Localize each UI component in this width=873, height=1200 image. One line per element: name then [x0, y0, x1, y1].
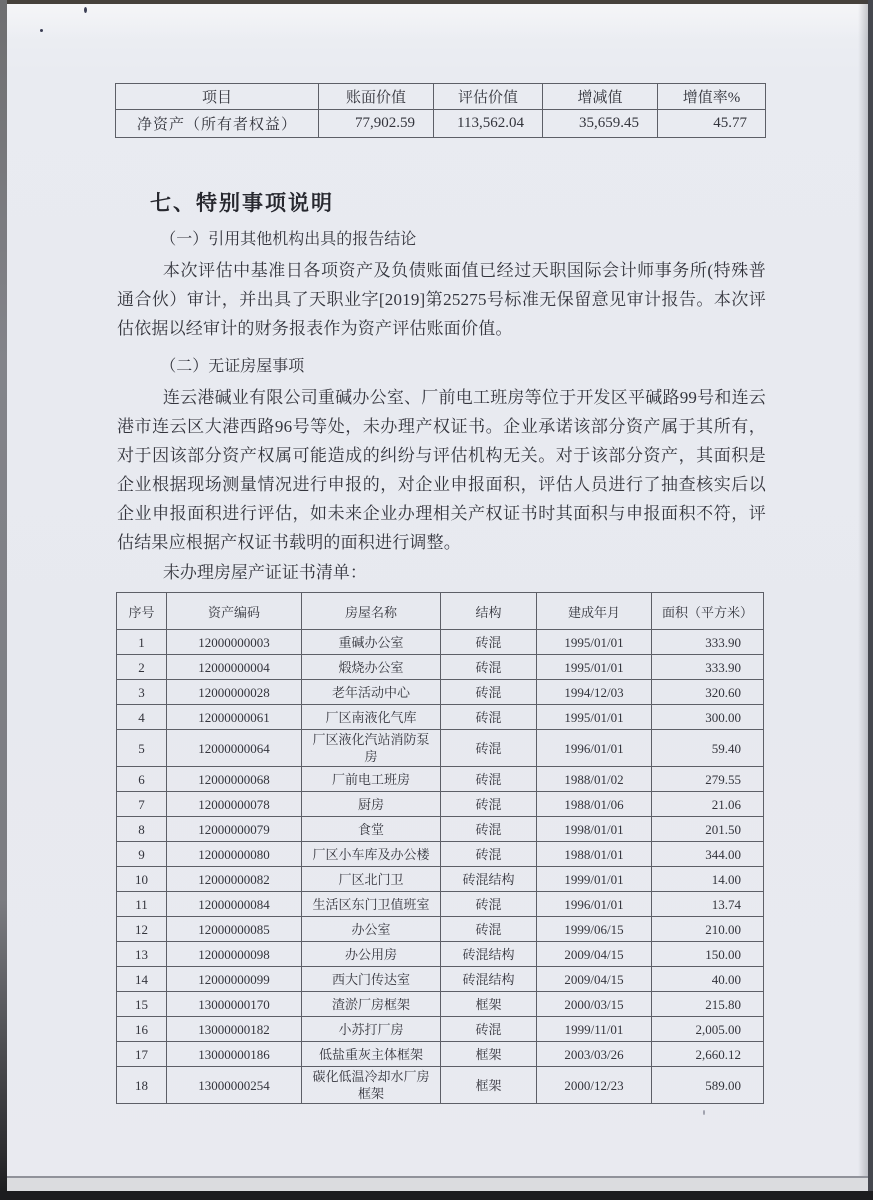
table-cell: 333.90	[652, 655, 764, 680]
page-content	[117, 0, 766, 1104]
summary-header-row	[116, 84, 766, 110]
table-row	[117, 792, 764, 817]
header-cell: 资产编码	[167, 593, 302, 630]
table-cell: 8	[117, 817, 167, 842]
table-cell: 小苏打厂房	[302, 1017, 441, 1042]
table-cell: 厂区南液化气库	[302, 705, 441, 730]
ink-speck	[703, 1110, 705, 1115]
table-cell: 砖混	[441, 767, 537, 792]
table-cell: 2,660.12	[652, 1042, 764, 1067]
table-cell: 13000000182	[167, 1017, 302, 1042]
table-cell: 9	[117, 842, 167, 867]
subsection-1-title: （一）引用其他机构出具的报告结论	[160, 231, 417, 248]
table-row	[117, 730, 764, 767]
scan-top-highlight	[7, 4, 868, 38]
table-cell: 59.40	[652, 730, 764, 767]
table-cell: 渣淤厂房框架	[302, 992, 441, 1017]
table-cell: 12000000084	[167, 892, 302, 917]
table-cell: 15	[117, 992, 167, 1017]
table-cell: 1988/01/06	[537, 792, 652, 817]
table-cell: 2	[117, 655, 167, 680]
table-cell: 2000/12/23	[537, 1067, 652, 1104]
table-cell: 净资产（所有者权益）	[116, 110, 319, 138]
scan-edge-left	[0, 0, 7, 1200]
table-cell: 12000000085	[167, 917, 302, 942]
table-cell: 砖混	[441, 917, 537, 942]
table-cell: 6	[117, 767, 167, 792]
table-cell: 13000000186	[167, 1042, 302, 1067]
header-cell: 房屋名称	[302, 593, 441, 630]
table-cell: 西大门传达室	[302, 967, 441, 992]
ink-speck	[40, 29, 43, 32]
table-cell: 215.80	[652, 992, 764, 1017]
table-cell: 1995/01/01	[537, 705, 652, 730]
table-cell: 12000000003	[167, 630, 302, 655]
header-cell: 序号	[117, 593, 167, 630]
table-cell: 办公用房	[302, 942, 441, 967]
table-cell: 14	[117, 967, 167, 992]
table-cell: 1996/01/01	[537, 730, 652, 767]
table-cell: 12000000082	[167, 867, 302, 892]
table-cell: 砖混	[441, 892, 537, 917]
table-cell: 厨房	[302, 792, 441, 817]
table-cell: 2000/03/15	[537, 992, 652, 1017]
table-cell: 2009/04/15	[537, 967, 652, 992]
table-cell: 老年活动中心	[302, 680, 441, 705]
table-row	[117, 817, 764, 842]
table-row	[117, 630, 764, 655]
table-cell: 2,005.00	[652, 1017, 764, 1042]
table-cell: 12000000004	[167, 655, 302, 680]
table-cell: 1994/12/03	[537, 680, 652, 705]
table-cell: 砖混	[441, 1017, 537, 1042]
table-cell: 厂前电工班房	[302, 767, 441, 792]
table-cell: 13.74	[652, 892, 764, 917]
table-row	[117, 705, 764, 730]
table-cell: 煅烧办公室	[302, 655, 441, 680]
table-cell: 18	[117, 1067, 167, 1104]
table-row	[117, 992, 764, 1017]
table-cell: 厂区北门卫	[302, 867, 441, 892]
table-row	[117, 1042, 764, 1067]
table-cell: 2003/03/26	[537, 1042, 652, 1067]
table-cell: 279.55	[652, 767, 764, 792]
table-cell: 砖混	[441, 730, 537, 767]
table-cell: 12	[117, 917, 167, 942]
scan-bottom-band	[7, 1178, 868, 1191]
table-row	[117, 942, 764, 967]
table-cell: 砖混	[441, 817, 537, 842]
table-cell: 框架	[441, 992, 537, 1017]
table-cell: 砖混	[441, 792, 537, 817]
table-cell: 厂区小车库及办公楼	[302, 842, 441, 867]
table-cell: 13000000170	[167, 992, 302, 1017]
table-cell: 砖混结构	[441, 942, 537, 967]
table-cell: 办公室	[302, 917, 441, 942]
table-cell: 框架	[441, 1042, 537, 1067]
table-row	[117, 917, 764, 942]
table-cell: 1999/11/01	[537, 1017, 652, 1042]
table-cell: 5	[117, 730, 167, 767]
house-body	[117, 630, 764, 1104]
table-cell: 16	[117, 1017, 167, 1042]
table-cell: 333.90	[652, 630, 764, 655]
scan-edge-right	[868, 0, 873, 1200]
table-cell: 21.06	[652, 792, 764, 817]
table-cell: 45.77	[658, 110, 766, 138]
table-cell: 重碱办公室	[302, 630, 441, 655]
table-row	[117, 1017, 764, 1042]
table-cell: 40.00	[652, 967, 764, 992]
table-cell: 1999/06/15	[537, 917, 652, 942]
table-row	[117, 680, 764, 705]
table-row	[117, 892, 764, 917]
table-cell: 13000000254	[167, 1067, 302, 1104]
table-cell: 1995/01/01	[537, 630, 652, 655]
table-cell: 17	[117, 1042, 167, 1067]
header-cell: 增值率%	[658, 84, 766, 110]
table-cell: 砖混	[441, 842, 537, 867]
table-cell: 1996/01/01	[537, 892, 652, 917]
table-cell: 12000000099	[167, 967, 302, 992]
table-cell: 砖混	[441, 630, 537, 655]
header-cell: 账面价值	[319, 84, 434, 110]
table-cell: 生活区东门卫值班室	[302, 892, 441, 917]
table-cell: 12000000064	[167, 730, 302, 767]
paragraph-audit-report: 本次评估中基准日各项资产及负债账面值已经过天职国际会计师事务所(特殊普通合伙）审计，并出具了天职业字[2019]第25275号标准无保留意见审计报告。本次评估依据以经审计的财务报表作为资产评估账面价值。	[117, 261, 766, 338]
table-cell: 13	[117, 942, 167, 967]
header-cell: 项目	[116, 84, 319, 110]
scan-edge-bottom	[0, 1191, 873, 1200]
table-cell: 589.00	[652, 1067, 764, 1104]
table-cell: 77,902.59	[319, 110, 434, 138]
summary-table	[115, 83, 766, 138]
paragraph-uncertified-housing: 连云港碱业有限公司重碱办公室、厂前电工班房等位于开发区平碱路99号和连云港市连云区大港西路96号等处，未办理产权证书。企业承诺该部分资产属于其所有，对于因该部分资产权属可能造成的纠纷与评估机构无关。对于该部分资产，其面积是企业根据现场测量情况进行申报的，对企业申报面积，评估人员进行了抽查核实后以企业申报面积进行评估，如未来企业办理相关产权证书时其面积与申报面积不符，评估结果应根据产权证书载明的面积进行调整。	[117, 388, 766, 552]
table-cell: 12000000078	[167, 792, 302, 817]
ink-speck	[84, 7, 87, 13]
house-header-row	[117, 593, 764, 630]
table-cell: 14.00	[652, 867, 764, 892]
table-cell: 150.00	[652, 942, 764, 967]
table-cell: 1995/01/01	[537, 655, 652, 680]
table-cell: 食堂	[302, 817, 441, 842]
table-cell: 7	[117, 792, 167, 817]
table-row	[117, 767, 764, 792]
table-cell: 1999/01/01	[537, 867, 652, 892]
table-cell: 低盐重灰主体框架	[302, 1042, 441, 1067]
table-cell: 344.00	[652, 842, 764, 867]
table-cell: 12000000098	[167, 942, 302, 967]
table-cell: 201.50	[652, 817, 764, 842]
table-cell: 砖混	[441, 680, 537, 705]
table-cell: 1	[117, 630, 167, 655]
table-cell: 300.00	[652, 705, 764, 730]
table-cell: 113,562.04	[434, 110, 543, 138]
table-cell: 3	[117, 680, 167, 705]
table-cell: 35,659.45	[543, 110, 658, 138]
table-cell: 1988/01/01	[537, 842, 652, 867]
table-cell: 1998/01/01	[537, 817, 652, 842]
table-row	[117, 867, 764, 892]
house-list-table	[116, 592, 764, 1104]
house-list-caption: 未办理房屋产证证书清单：	[162, 563, 367, 582]
table-row	[117, 655, 764, 680]
summary-body	[116, 110, 766, 138]
table-cell: 砖混结构	[441, 967, 537, 992]
subsection-2-title: （二）无证房屋事项	[160, 358, 305, 375]
table-cell: 10	[117, 867, 167, 892]
table-cell: 12000000068	[167, 767, 302, 792]
table-cell: 320.60	[652, 680, 764, 705]
table-row	[117, 1067, 764, 1104]
table-cell: 12000000080	[167, 842, 302, 867]
table-cell: 11	[117, 892, 167, 917]
table-cell: 12000000028	[167, 680, 302, 705]
table-row	[116, 110, 766, 138]
table-cell: 碳化低温冷却水厂房框架	[302, 1067, 441, 1104]
header-cell: 结构	[441, 593, 537, 630]
table-cell: 砖混结构	[441, 867, 537, 892]
table-cell: 1988/01/02	[537, 767, 652, 792]
table-cell: 框架	[441, 1067, 537, 1104]
table-cell: 2009/04/15	[537, 942, 652, 967]
table-cell: 厂区液化汽站消防泵房	[302, 730, 441, 767]
table-cell: 12000000079	[167, 817, 302, 842]
table-row	[117, 842, 764, 867]
header-cell: 评估价值	[434, 84, 543, 110]
table-cell: 4	[117, 705, 167, 730]
scan-edge-top	[0, 0, 873, 4]
table-cell: 210.00	[652, 917, 764, 942]
scan-edge-right-shadow	[858, 0, 868, 1178]
section-title: 七、特别事项说明	[150, 191, 334, 215]
header-cell: 建成年月	[537, 593, 652, 630]
table-cell: 砖混	[441, 655, 537, 680]
table-row	[117, 967, 764, 992]
table-cell: 砖混	[441, 705, 537, 730]
table-cell: 12000000061	[167, 705, 302, 730]
header-cell: 面积（平方米）	[652, 593, 764, 630]
header-cell: 增减值	[543, 84, 658, 110]
